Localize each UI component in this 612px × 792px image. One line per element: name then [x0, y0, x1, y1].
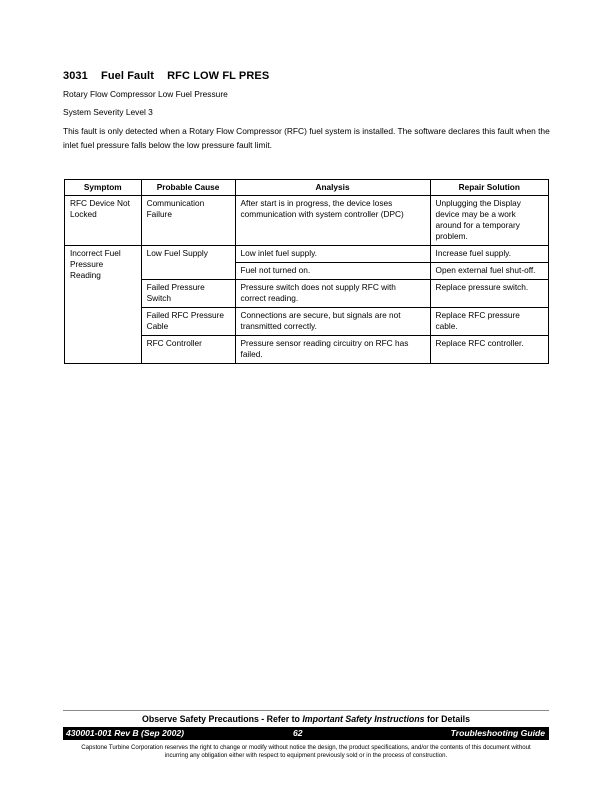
safety-warning-pre: Observe Safety Precautions - Refer to	[141, 714, 303, 724]
analysis-cell: Connections are secure, but signals are not transmitted correctly.	[235, 308, 430, 336]
safety-warning-post: for Details	[424, 714, 471, 724]
cause-cell: Low Fuel Supply	[141, 246, 235, 280]
header-probable-cause: Probable Cause	[141, 180, 235, 196]
fault-heading	[63, 70, 279, 82]
cause-cell: Failed RFC Pressure Cable	[141, 308, 235, 336]
analysis-cell: Pressure switch does not supply RFC with correct reading.	[235, 280, 430, 308]
symptom-cell: RFC Device Not Locked	[65, 196, 142, 246]
fault-paragraph: This fault is only detected when a Rotary Flow Compressor (RFC) fuel system is installed. The software declares this fault when the inlet fuel pressure falls below the low pressure fault limit.	[63, 126, 550, 150]
cause-cell: Communication Failure	[141, 196, 235, 246]
legal-notice: Capstone Turbine Corporation reserves the right to change or modify without notice the design, the product specifications, and/or the contents of this document without incurring any obligation either with respect to equipment previously sold or in the process of construction.	[81, 744, 531, 759]
table-row	[65, 246, 549, 263]
header-analysis: Analysis	[235, 180, 430, 196]
safety-warning	[0, 714, 612, 724]
repair-cell: Open external fuel shut-off.	[430, 263, 548, 280]
repair-cell: Unplugging the Display device may be a work around for a temporary problem.	[430, 196, 548, 246]
symptom-cell: Incorrect Fuel Pressure Reading	[65, 246, 142, 364]
table-row	[65, 196, 549, 246]
repair-cell: Replace RFC pressure cable.	[430, 308, 548, 336]
table-header-row	[65, 180, 549, 196]
analysis-cell: Fuel not turned on.	[235, 263, 430, 280]
fault-name: RFC LOW FL PRES	[167, 70, 270, 82]
footer-divider	[63, 710, 549, 711]
cause-cell: RFC Controller	[141, 336, 235, 364]
document-id: 430001-001 Rev B (Sep 2002)	[66, 728, 185, 738]
fault-description: Rotary Flow Compressor Low Fuel Pressure	[63, 89, 228, 99]
safety-warning-link: Important Safety Instructions	[302, 714, 425, 724]
analysis-cell: After start is in progress, the device loses communication with system controller (DPC)	[235, 196, 430, 246]
repair-cell: Increase fuel supply.	[430, 246, 548, 263]
fault-code: 3031	[63, 70, 88, 82]
fault-category: Fuel Fault	[101, 70, 154, 82]
cause-cell: Failed Pressure Switch	[141, 280, 235, 308]
guide-title: Troubleshooting Guide	[450, 728, 545, 738]
troubleshooting-table	[64, 179, 549, 364]
repair-cell: Replace pressure switch.	[430, 280, 548, 308]
footer-bar	[63, 727, 549, 740]
page-number: 62	[293, 728, 303, 738]
analysis-cell: Low inlet fuel supply.	[235, 246, 430, 263]
header-repair-solution: Repair Solution	[430, 180, 548, 196]
header-symptom: Symptom	[65, 180, 142, 196]
analysis-cell: Pressure sensor reading circuitry on RFC has failed.	[235, 336, 430, 364]
severity-level: System Severity Level 3	[63, 107, 153, 117]
repair-cell: Replace RFC controller.	[430, 336, 548, 364]
